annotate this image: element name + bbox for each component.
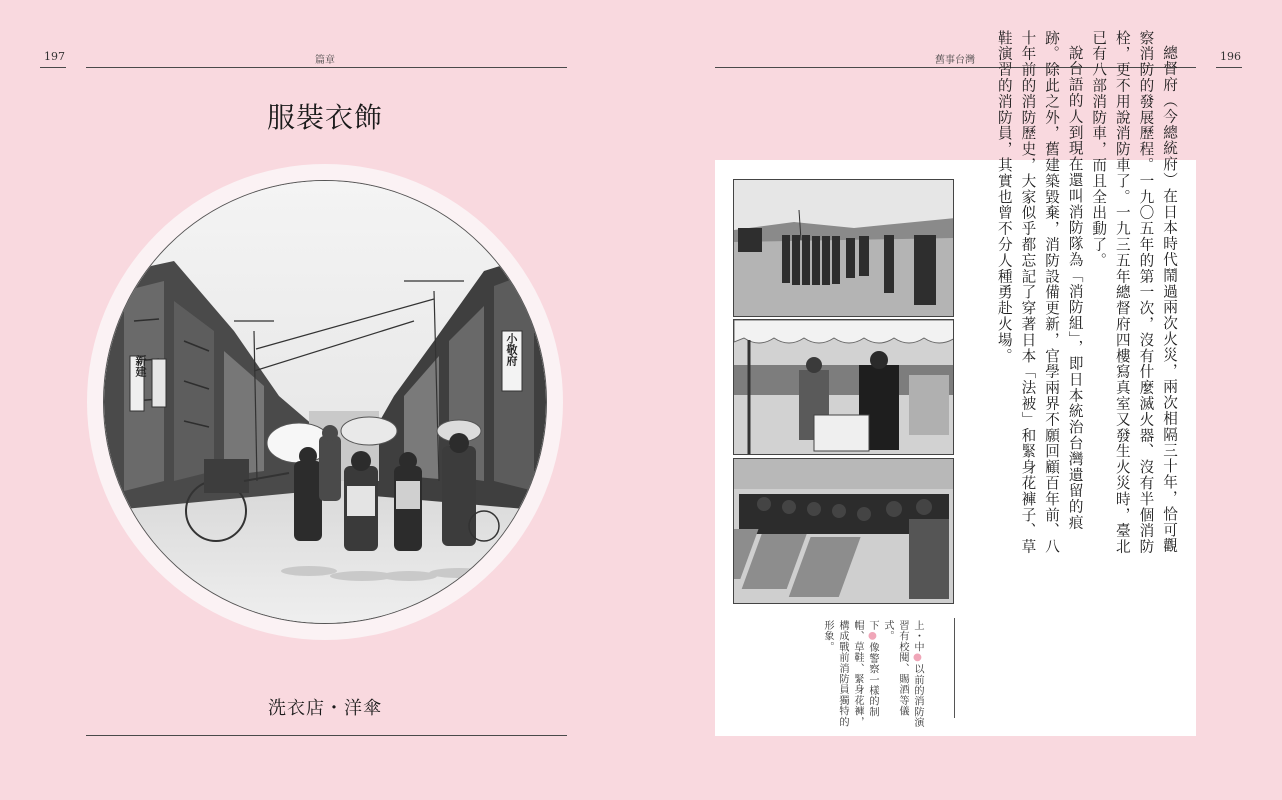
fire-drill-photo-middle — [733, 319, 954, 455]
fire-drill-photo-top — [733, 179, 954, 317]
caption-text: 以前的消防演習有校閱、賜酒等儀式。 — [882, 620, 923, 728]
photo-caption: 洗衣店・洋傘 — [268, 698, 382, 719]
left-header-rule — [86, 67, 567, 68]
article-body — [981, 30, 1181, 560]
section-title: 服裝衣飾 — [266, 101, 383, 134]
caption-text: 像警察一樣的制帽、草鞋、緊身花褲，構成戰前消防員獨特的形象。 — [822, 620, 878, 727]
photo-captions — [820, 620, 925, 730]
right-header-label: 舊事台灣 — [935, 55, 975, 66]
left-header-label: 篇章 — [315, 55, 335, 66]
left-page-number: 197 — [44, 50, 65, 63]
left-page-number-rule — [40, 67, 66, 68]
photo-sign-left: 新建 — [134, 355, 147, 377]
bottom-rule — [86, 735, 567, 736]
caption-marker: 上・中 — [912, 620, 923, 653]
caption-line-top — [880, 620, 925, 730]
caption-marker: 下 — [867, 620, 878, 631]
photo-sign-right: 小敬府 — [505, 333, 518, 366]
caption-rule — [954, 618, 955, 718]
right-page-number-rule — [1216, 67, 1242, 68]
street-photo — [103, 180, 547, 624]
caption-dot-icon: ● — [912, 652, 923, 664]
right-page-number: 196 — [1220, 50, 1241, 63]
fire-drill-photo-bottom — [733, 458, 954, 604]
article-paragraph: 說台語的人到現在還叫消防隊為「消防組」，即日本統治台灣遺留的痕跡。除此之外，舊建築毀棄，消防設備更新，官學兩界不願回顧百年前、八十年前的消防歷史，大家似乎都忘記了穿著日本「法被」和緊身花褲子、草鞋演習的消防員，其實也曾不分人種勇赴火場。 — [995, 30, 1084, 555]
caption-dot-icon: ● — [867, 630, 878, 643]
article-paragraph: 總督府（今總統府）在日本時代鬧過兩次火災，兩次相隔三十年，恰可觀察消防的發展歷程。一九〇五年的第一次，沒有什麼滅火器、沒有半個消防栓，更不用說消防車了。一九三五年總督府四樓寫真室又發生火災時，臺北已有八部消防車，而且全出動了。 — [1090, 30, 1178, 555]
caption-line-bottom — [820, 620, 880, 730]
